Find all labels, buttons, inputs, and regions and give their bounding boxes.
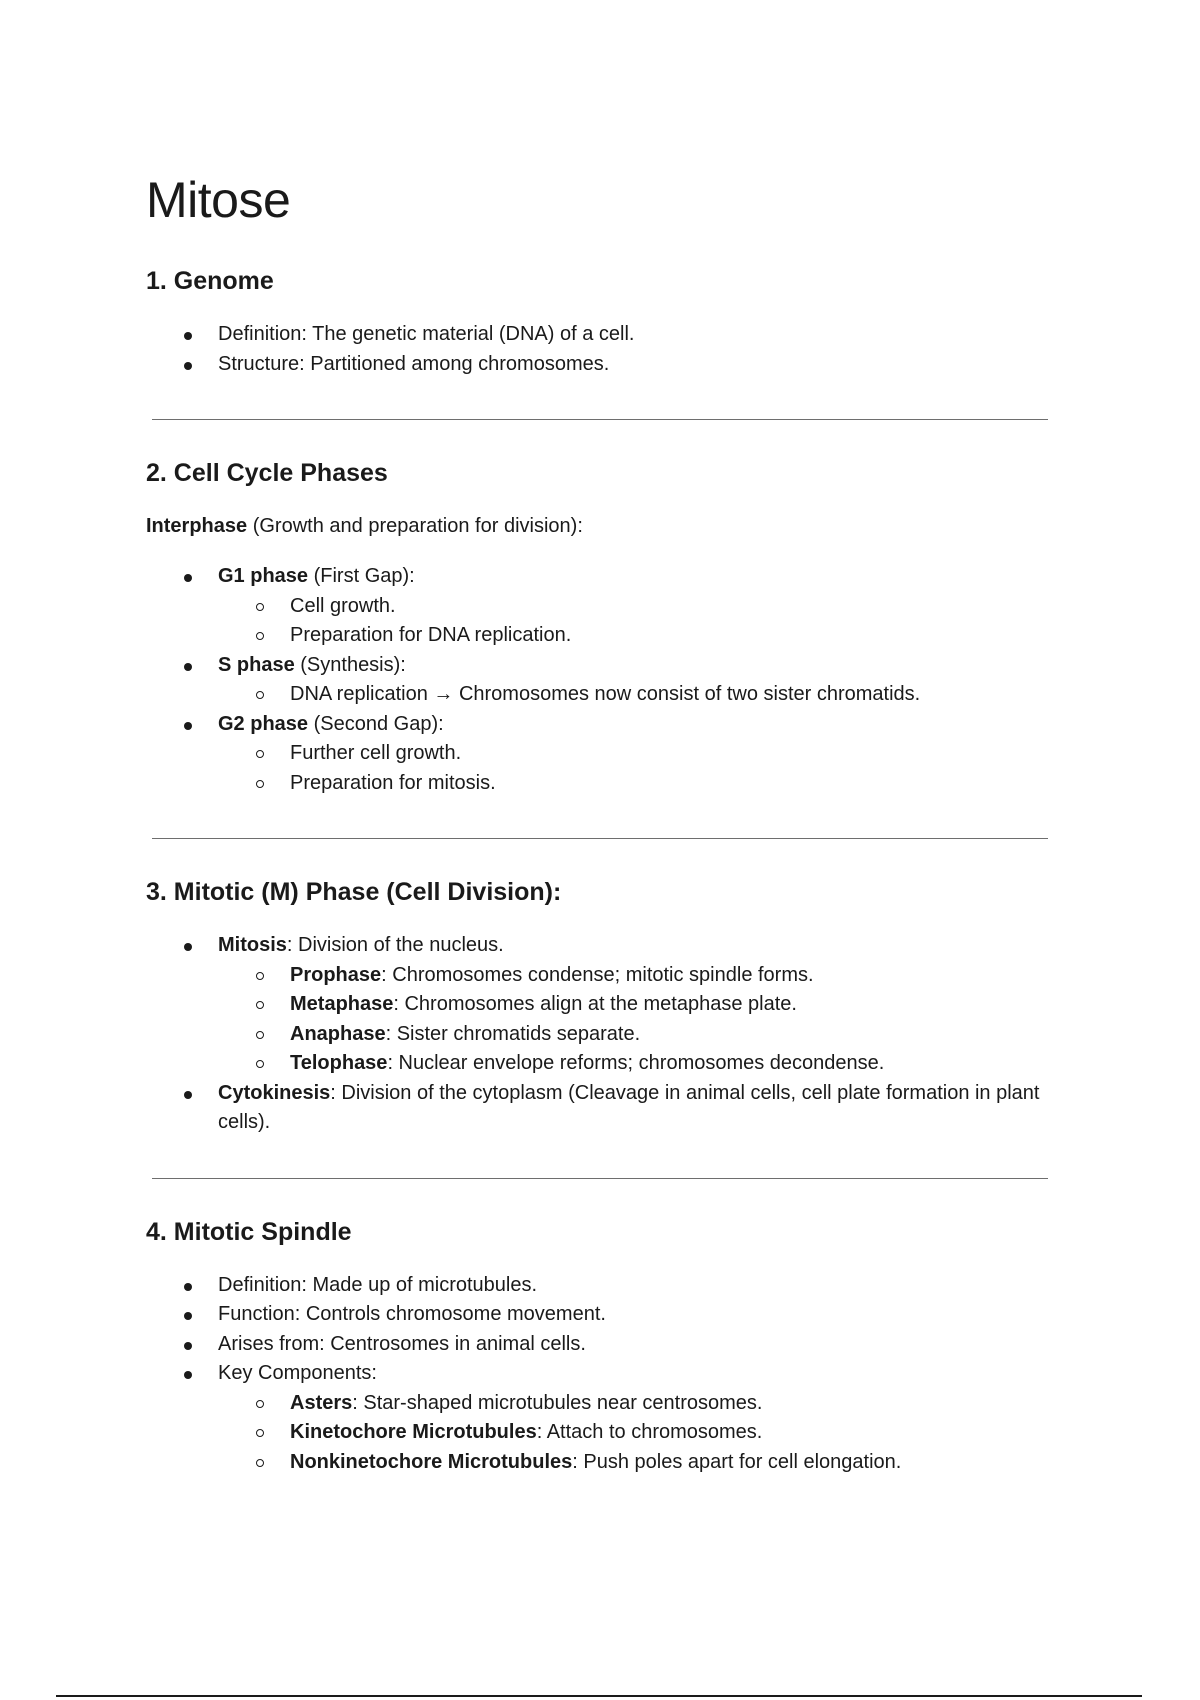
spindle-list xyxy=(146,1271,1046,1478)
bullet-icon xyxy=(184,362,192,370)
g2-sublist xyxy=(146,739,1046,798)
hollow-bullet-icon xyxy=(256,1060,264,1068)
document-title: Mitose xyxy=(146,172,291,228)
bullet-icon xyxy=(184,663,192,671)
hollow-bullet-icon xyxy=(256,750,264,758)
bullet-icon xyxy=(184,332,192,340)
genome-list xyxy=(146,320,1046,379)
bullet-icon xyxy=(184,1342,192,1350)
sub-list-item: Preparation for DNA replication. xyxy=(146,621,1046,651)
hollow-bullet-icon xyxy=(256,603,264,611)
sub-list-item: Cell growth. xyxy=(146,592,1046,622)
hollow-bullet-icon xyxy=(256,691,264,699)
section-heading-genome: 1. Genome xyxy=(146,267,274,295)
hollow-bullet-icon xyxy=(256,972,264,980)
sub-list-item: Further cell growth. xyxy=(146,739,1046,769)
sub-list-item: Metaphase: Chromosomes align at the metaphase plate. xyxy=(146,990,1046,1020)
bullet-icon xyxy=(184,722,192,730)
hollow-bullet-icon xyxy=(256,1400,264,1408)
mitotic-phase-list xyxy=(146,931,1046,1138)
s-sublist xyxy=(146,680,1046,710)
cell-cycle-list xyxy=(146,562,1046,798)
hollow-bullet-icon xyxy=(256,1001,264,1009)
hollow-bullet-icon xyxy=(256,1459,264,1467)
section-heading-mitotic-phase: 3. Mitotic (M) Phase (Cell Division): xyxy=(146,878,562,906)
mitosis-sublist xyxy=(146,961,1046,1079)
section-heading-cell-cycle: 2. Cell Cycle Phases xyxy=(146,459,388,487)
list-item: Arises from: Centrosomes in animal cells. xyxy=(146,1330,1046,1360)
list-item-cytokinesis: Cytokinesis: Division of the cytoplasm (Cleavage in animal cells, cell plate formation in plant cells). xyxy=(146,1079,1046,1138)
bullet-icon xyxy=(184,1371,192,1379)
sub-list-item: Telophase: Nuclear envelope reforms; chromosomes decondense. xyxy=(146,1049,1046,1079)
sub-list-item: Prophase: Chromosomes condense; mitotic spindle forms. xyxy=(146,961,1046,991)
list-item-g2: G2 phase (Second Gap): Further cell growth. Preparation for mitosis. xyxy=(146,710,1046,799)
document-page xyxy=(146,170,1046,1477)
sub-list-item: Preparation for mitosis. xyxy=(146,769,1046,799)
list-item-key-components: Key Components: Asters: Star-shaped microtubules near centrosomes. Kinetochore Microtubules: Attach to chromosomes. Nonkinetochore Microtubules: Push poles apart for cell elongation. xyxy=(146,1359,1046,1477)
sub-list-item: Nonkinetochore Microtubules: Push poles apart for cell elongation. xyxy=(146,1448,1046,1478)
bullet-icon xyxy=(184,943,192,951)
sub-list-item: Anaphase: Sister chromatids separate. xyxy=(146,1020,1046,1050)
bullet-icon xyxy=(184,1312,192,1320)
g1-sublist xyxy=(146,592,1046,651)
bullet-icon xyxy=(184,1283,192,1291)
bullet-icon xyxy=(184,1091,192,1099)
sub-list-item: DNA replication → Chromosomes now consist of two sister chromatids. xyxy=(146,680,1046,710)
list-item: Function: Controls chromosome movement. xyxy=(146,1300,1046,1330)
sub-list-item: Asters: Star-shaped microtubules near centrosomes. xyxy=(146,1389,1046,1419)
hollow-bullet-icon xyxy=(256,1031,264,1039)
components-sublist xyxy=(146,1389,1046,1478)
list-item: Structure: Partitioned among chromosomes. xyxy=(146,350,1046,380)
hollow-bullet-icon xyxy=(256,780,264,788)
bullet-icon xyxy=(184,574,192,582)
list-item-mitosis: Mitosis: Division of the nucleus. Prophase: Chromosomes condense; mitotic spindle forms. Metaphase: Chromosomes align at the metaphase plate. Anaphase: Sister chromatids separate. Telophase: Nuclear envelope reforms; chromosomes decondense. xyxy=(146,931,1046,1079)
list-item-s: S phase (Synthesis): DNA replication → Chromosomes now consist of two sister chromatids. xyxy=(146,651,1046,710)
hollow-bullet-icon xyxy=(256,632,264,640)
sub-list-item: Kinetochore Microtubules: Attach to chromosomes. xyxy=(146,1418,1046,1448)
interphase-intro: Interphase (Growth and preparation for division): xyxy=(146,515,583,537)
section-heading-spindle: 4. Mitotic Spindle xyxy=(146,1217,352,1246)
list-item-g1: G1 phase (First Gap): Cell growth. Preparation for DNA replication. xyxy=(146,562,1046,651)
list-item: Definition: The genetic material (DNA) of a cell. xyxy=(146,320,1046,350)
hollow-bullet-icon xyxy=(256,1429,264,1437)
page-bottom-rule xyxy=(56,1695,1142,1697)
list-item: Definition: Made up of microtubules. xyxy=(146,1271,1046,1301)
